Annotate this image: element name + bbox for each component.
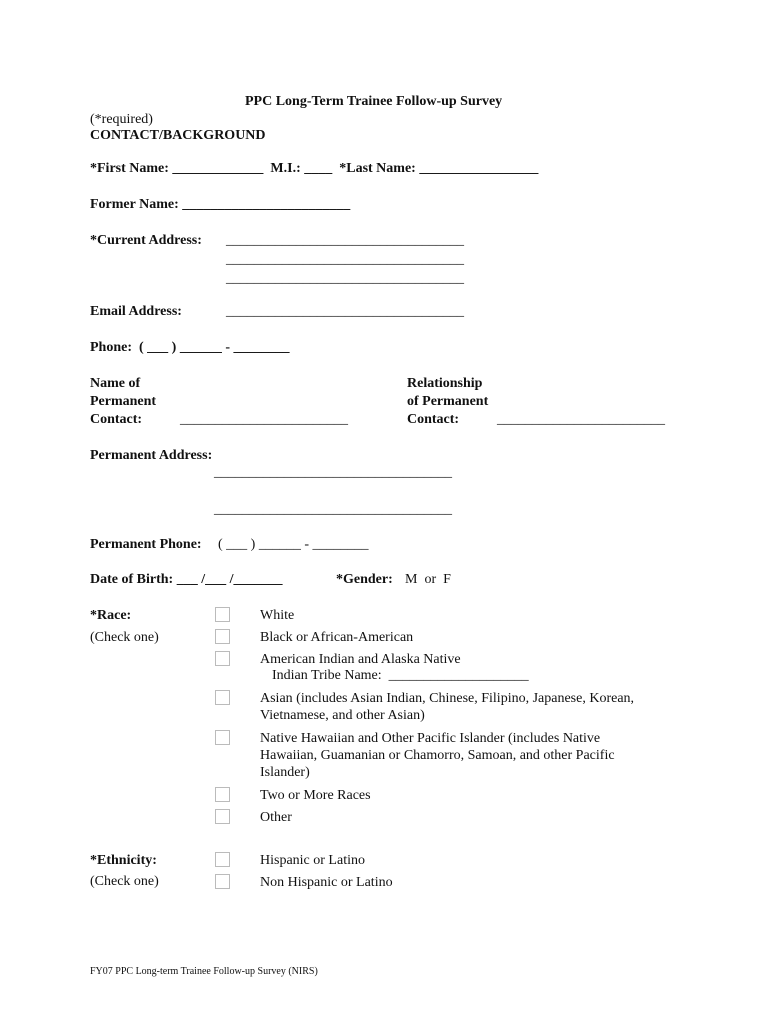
relationship-label-1: Relationship <box>407 376 483 391</box>
ethnicity-option-hispanic: Hispanic or Latino <box>260 853 365 868</box>
perm-address-label: Permanent Address: <box>90 448 213 463</box>
perm-contact-label-2: Permanent <box>90 394 157 409</box>
race-checkbox-american-indian[interactable] <box>215 651 230 666</box>
email-line[interactable]: __________________________________ <box>226 304 464 319</box>
tribe-name-line[interactable]: Indian Tribe Name: ____________________ <box>272 668 529 683</box>
current-address-label: *Current Address: <box>90 233 202 248</box>
relationship-label-2: of Permanent <box>407 394 489 409</box>
ethnicity-label: *Ethnicity: <box>90 853 157 868</box>
email-label: Email Address: <box>90 304 182 319</box>
perm-contact-label-3: Contact: <box>90 412 143 427</box>
race-checkbox-other[interactable] <box>215 809 230 824</box>
race-checkbox-asian[interactable] <box>215 690 230 705</box>
ethnicity-check-note: (Check one) <box>90 874 159 889</box>
perm-address-line-1[interactable]: __________________________________ <box>214 465 452 480</box>
dob-row[interactable]: Date of Birth: ___ /___ /_______ <box>90 572 283 587</box>
race-option-asian: Asian (includes Asian Indian, Chinese, Filipino, Japanese, Korean, Vietnamese, and other Asian) <box>260 691 635 723</box>
perm-contact-label-1: Name of <box>90 376 141 391</box>
page-title: PPC Long-Term Trainee Follow-up Survey <box>245 94 503 109</box>
relationship-line[interactable]: ________________________ <box>497 412 665 427</box>
gender-label: *Gender: <box>336 572 393 587</box>
perm-phone-value[interactable]: ( ___ ) ______ - ________ <box>218 537 369 552</box>
race-checkbox-two-or-more[interactable] <box>215 787 230 802</box>
ethnicity-checkbox-non-hispanic[interactable] <box>215 874 230 889</box>
race-option-other: Other <box>260 810 292 825</box>
current-address-line-1[interactable]: __________________________________ <box>226 233 464 248</box>
perm-contact-line[interactable]: ________________________ <box>180 412 348 427</box>
race-option-two-or-more: Two or More Races <box>260 788 371 803</box>
required-note: (*required) <box>90 112 153 127</box>
perm-address-line-2[interactable]: __________________________________ <box>214 502 452 517</box>
section-heading: CONTACT/BACKGROUND <box>90 128 266 143</box>
current-address-line-2[interactable]: __________________________________ <box>226 252 464 267</box>
race-checkbox-white[interactable] <box>215 607 230 622</box>
race-checkbox-black[interactable] <box>215 629 230 644</box>
perm-phone-label: Permanent Phone: <box>90 537 202 552</box>
race-option-pacific-islander: Native Hawaiian and Other Pacific Islander (includes Native Hawaiian, Guamanian or Chamorro, Samoan, and other Pacific Islander) <box>260 731 615 780</box>
phone-row[interactable]: Phone: ( ___ ) ______ - ________ <box>90 340 290 355</box>
current-address-line-3[interactable]: __________________________________ <box>226 271 464 286</box>
race-option-white: White <box>260 608 295 623</box>
name-row[interactable]: *First Name: _____________ M.I.: ____ *Last Name: _________________ <box>90 161 539 176</box>
page-footer: FY07 PPC Long-term Trainee Follow-up Survey (NIRS) <box>90 966 318 977</box>
relationship-label-3: Contact: <box>407 412 460 427</box>
ethnicity-checkbox-hispanic[interactable] <box>215 852 230 867</box>
race-label: *Race: <box>90 608 132 623</box>
race-option-black: Black or African-American <box>260 630 414 645</box>
former-name-row[interactable]: Former Name: ________________________ <box>90 197 351 212</box>
race-checkbox-pacific-islander[interactable] <box>215 730 230 745</box>
race-option-american-indian: American Indian and Alaska Native <box>260 652 461 667</box>
gender-options[interactable]: M or F <box>405 572 451 587</box>
race-check-note: (Check one) <box>90 630 159 645</box>
ethnicity-option-non-hispanic: Non Hispanic or Latino <box>260 875 393 890</box>
